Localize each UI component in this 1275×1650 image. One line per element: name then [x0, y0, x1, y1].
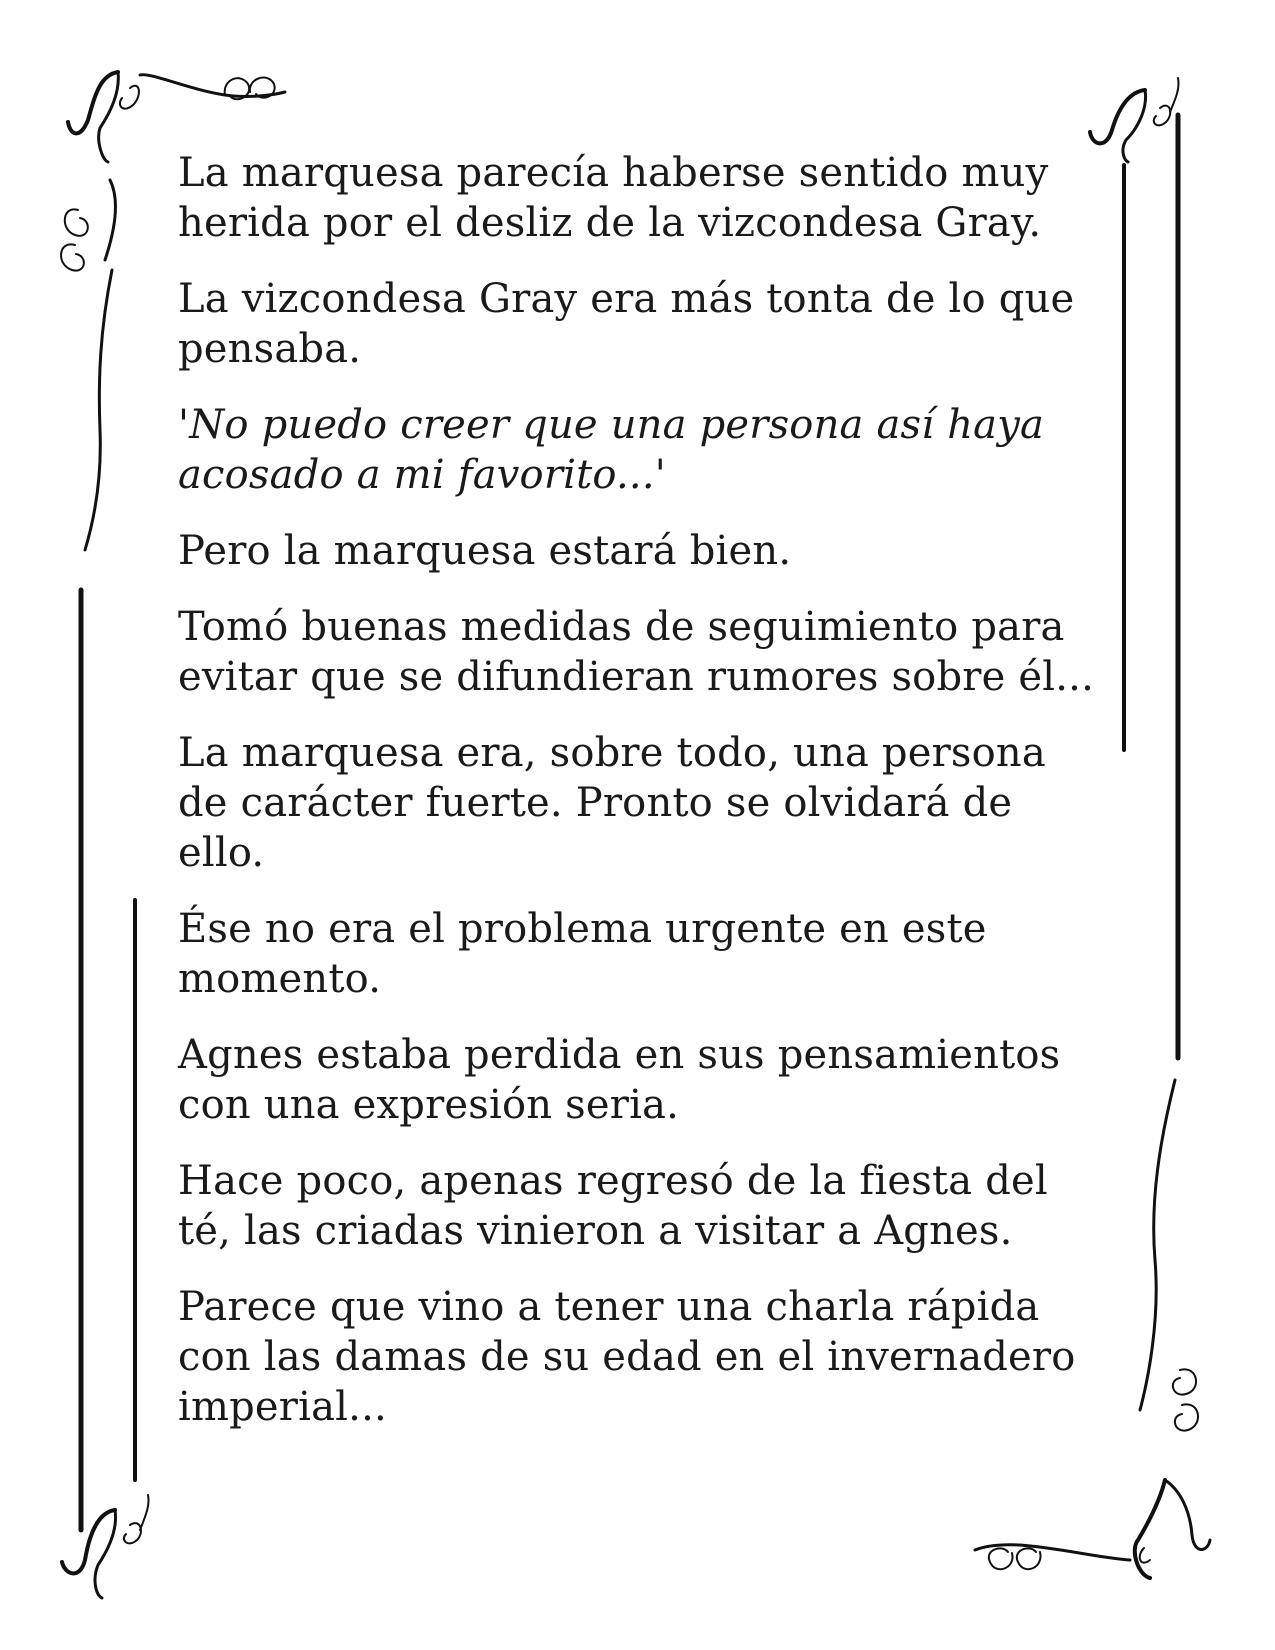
paragraph: Parece que vino a tener una charla rápida con las damas de su edad en el invernadero imperial... — [178, 1284, 1076, 1430]
paragraph-inner-thought: 'No puedo creer que una persona así haya acosado a mi favorito...' — [178, 402, 1045, 498]
paragraph: La marquesa era, sobre todo, una persona de carácter fuerte. Pronto se olvidará de ello. — [178, 730, 1046, 876]
paragraph: La vizcondesa Gray era más tonta de lo que pensaba. — [178, 276, 1075, 372]
paragraph: La marquesa parecía haberse sentido muy herida por el desliz de la vizcondesa Gray. — [178, 150, 1049, 246]
paragraph: Pero la marquesa estará bien. — [178, 528, 792, 574]
paragraph: Tomó buenas medidas de seguimiento para evitar que se difundieran rumores sobre él... — [178, 604, 1094, 700]
flourish-bottom-left — [62, 1495, 149, 1598]
story-text — [178, 148, 1108, 1458]
paragraph: Hace poco, apenas regresó de la fiesta del té, las criadas vinieron a visitar a Agnes. — [178, 1158, 1048, 1254]
paragraph: Agnes estaba perdida en sus pensamientos con una expresión seria. — [178, 1032, 1061, 1128]
paragraph: Ése no era el problema urgente en este momento. — [178, 906, 987, 1002]
